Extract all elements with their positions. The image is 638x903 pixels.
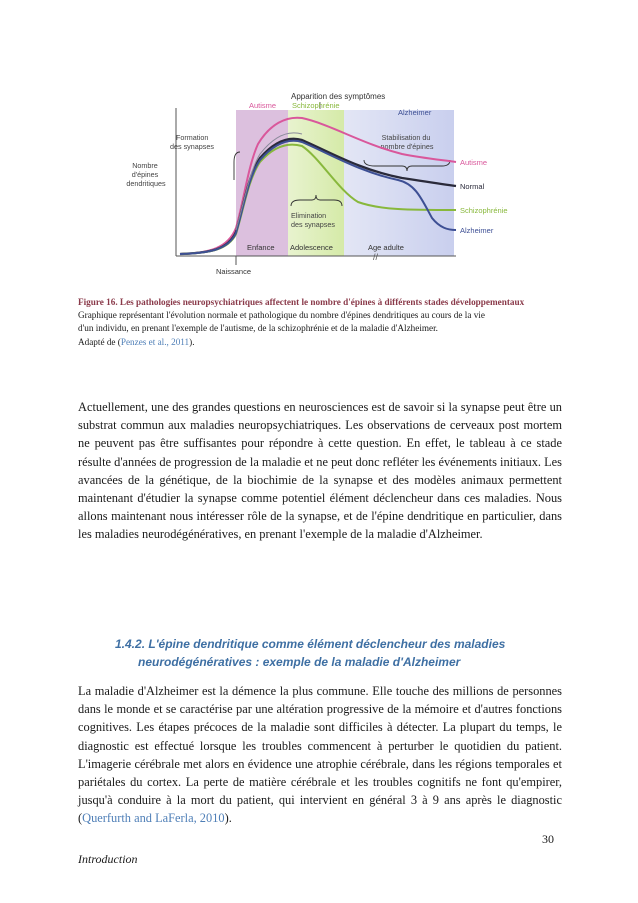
phase-adolescence-bg: [288, 110, 344, 256]
citation-penzes[interactable]: Penzes et al., 2011: [120, 336, 190, 347]
figure-spine-density-graph: [126, 90, 570, 280]
phase-label-schizophrenie: Schizophrénie: [292, 101, 340, 110]
phase-label-autisme: Autisme: [249, 101, 277, 110]
x-label-adolescence: Adolescence: [290, 243, 333, 252]
phase-label-alzheimer: Alzheimer: [398, 108, 432, 117]
curve-label-normal: Normal: [460, 182, 485, 191]
phase-enfance-bg: [236, 110, 288, 256]
annotation-formation: Formation des synapses: [170, 133, 214, 151]
section-heading-line-1: 1.4.2. L'épine dendritique comme élément déclencheur des maladies: [115, 637, 506, 651]
paragraph-intro: Actuellement, une des grandes questions en neurosciences est de savoir si la synapse peut être un substrat commun aux maladies neuropsychiatriques. Les observations de cerveaux post mortem ne peuvent pas être suffisantes pour répondre à cette question. En effet, le tableau à ce stade résulte d'années de progression de la maladie et ne peut donc refléter les événements initiaux. Les avancées de la génétique, de la biochimie de la synapse et des modèles animaux permettent maintenant d'étudier la synapse comme potentiel élément déclencheur dans ces maladies. Nous allons maintenant nous intéresser rôle de la synapse, et de l'épine dendritique en particulier, dans les maladies neurodégénératives, en prenant l'exemple de la maladie d'Alzheimer.: [78, 400, 562, 542]
x-label-adulte: Age adulte: [368, 243, 404, 252]
page-number: 30: [542, 832, 554, 846]
section-heading-line-2: neurodégénératives : exemple de la maladie d'Alzheimer: [138, 655, 461, 669]
annotation-stabilisation: Stabilisation du nombre d'épines: [380, 133, 434, 151]
figure-caption-title: Figure 16. Les pathologies neuropsychiatriques affectent le nombre d'épines à différents stades développementaux: [78, 297, 525, 307]
x-label-naissance: Naissance: [216, 267, 252, 276]
top-label: Apparition des symptômes: [291, 92, 386, 101]
figure-caption-line-2: d'un individu, en prenant l'exemple de l'autisme, de la schizophrénie et de la maladie d'Alzheimer.: [78, 323, 438, 334]
figure-caption-line-1: Graphique représentant l'évolution normale et pathologique du nombre d'épines dendritiques au cours de la vie: [78, 310, 485, 321]
axis-break: //: [373, 252, 379, 262]
annotation-nombre: Nombre d'épines dendritiques: [126, 161, 166, 188]
figure-caption-source: Adapté de (Penzes et al., 2011).: [78, 336, 195, 347]
figure-caption: [78, 296, 562, 349]
curve-label-autisme: Autisme: [460, 158, 488, 167]
curve-label-alzheimer: Alzheimer: [460, 226, 494, 235]
annotation-elimination: Elimination des synapses: [291, 211, 335, 229]
paragraph-alzheimer: La maladie d'Alzheimer est la démence la plus commune. Elle touche des millions de personnes dans le monde et se caractérise par une altération progressive de la mémoire et d'autres fonctions cognitives. Les étapes précoces de la maladie sont difficiles à détecter. La plupart du temps, le diagnostic est effectué lorsque les troubles commencent à perturber le quotidien du patient. L'imagerie cérébrale met alors en évidence une atrophie cérébrale, dans les régions temporales et pariétales du cortex. La perte de matière cérébrale et les troubles cognitifs ne font qu'empirer, jusqu'à conduire à la mort du patient, qui intervient en général 3 à 9 ans après le diagnostic (Querfurth and LaFerla, 2010).: [78, 684, 562, 826]
curve-label-schizophrenie: Schizophrénie: [460, 206, 508, 215]
x-label-enfance: Enfance: [247, 243, 275, 252]
footer-section: Introduction: [78, 852, 138, 866]
citation-querfurth[interactable]: Querfurth and LaFerla, 2010: [82, 811, 225, 826]
